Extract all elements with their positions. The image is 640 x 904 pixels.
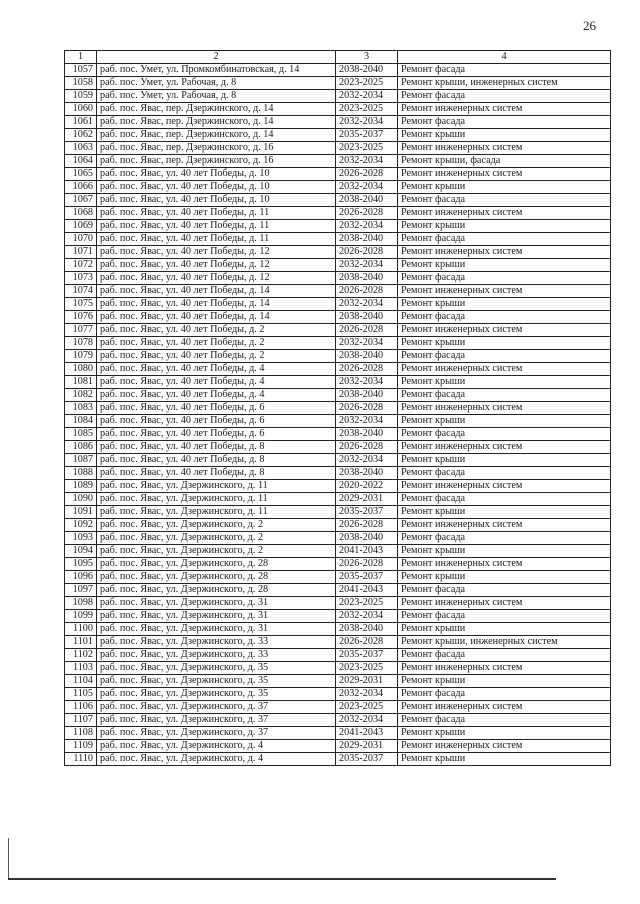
period-cell: 2035-2037 bbox=[336, 571, 398, 584]
table-row bbox=[65, 649, 611, 662]
table-row bbox=[65, 480, 611, 493]
work-type-cell: Ремонт крыши bbox=[398, 129, 611, 142]
row-number-cell: 1098 bbox=[65, 597, 97, 610]
period-cell: 2035-2037 bbox=[336, 753, 398, 766]
table-row bbox=[65, 220, 611, 233]
table-row bbox=[65, 584, 611, 597]
work-type-cell: Ремонт инженерных систем bbox=[398, 324, 611, 337]
period-cell: 2038-2040 bbox=[336, 194, 398, 207]
row-number-cell: 1096 bbox=[65, 571, 97, 584]
row-number-cell: 1080 bbox=[65, 363, 97, 376]
work-type-cell: Ремонт инженерных систем bbox=[398, 207, 611, 220]
address-cell: раб. пос. Явас, ул. 40 лет Победы, д. 11 bbox=[97, 220, 336, 233]
row-number-cell: 1057 bbox=[65, 64, 97, 77]
work-type-cell: Ремонт крыши bbox=[398, 454, 611, 467]
period-cell: 2035-2037 bbox=[336, 129, 398, 142]
period-cell: 2032-2034 bbox=[336, 454, 398, 467]
work-type-cell: Ремонт фасада bbox=[398, 389, 611, 402]
work-type-cell: Ремонт инженерных систем bbox=[398, 519, 611, 532]
row-number-cell: 1103 bbox=[65, 662, 97, 675]
table-row bbox=[65, 389, 611, 402]
work-type-cell: Ремонт инженерных систем bbox=[398, 558, 611, 571]
row-number-cell: 1108 bbox=[65, 727, 97, 740]
row-number-cell: 1101 bbox=[65, 636, 97, 649]
work-type-cell: Ремонт крыши bbox=[398, 571, 611, 584]
table-row bbox=[65, 415, 611, 428]
work-type-cell: Ремонт фасада bbox=[398, 688, 611, 701]
address-cell: раб. пос. Явас, ул. 40 лет Победы, д. 2 bbox=[97, 350, 336, 363]
work-type-cell: Ремонт инженерных систем bbox=[398, 103, 611, 116]
row-number-cell: 1089 bbox=[65, 480, 97, 493]
work-type-cell: Ремонт крыши bbox=[398, 753, 611, 766]
table-row bbox=[65, 558, 611, 571]
period-cell: 2032-2034 bbox=[336, 688, 398, 701]
row-number-cell: 1073 bbox=[65, 272, 97, 285]
table-row bbox=[65, 207, 611, 220]
period-cell: 2026-2028 bbox=[336, 558, 398, 571]
table-row bbox=[65, 441, 611, 454]
work-type-cell: Ремонт инженерных систем bbox=[398, 740, 611, 753]
work-type-cell: Ремонт крыши, инженерных систем bbox=[398, 636, 611, 649]
period-cell: 2029-2031 bbox=[336, 740, 398, 753]
period-cell: 2026-2028 bbox=[336, 285, 398, 298]
table-row bbox=[65, 714, 611, 727]
work-type-cell: Ремонт инженерных систем bbox=[398, 246, 611, 259]
address-cell: раб. пос. Явас, ул. 40 лет Победы, д. 2 bbox=[97, 324, 336, 337]
table-row bbox=[65, 116, 611, 129]
row-number-cell: 1062 bbox=[65, 129, 97, 142]
work-type-cell: Ремонт крыши bbox=[398, 337, 611, 350]
period-cell: 2029-2031 bbox=[336, 675, 398, 688]
work-type-cell: Ремонт крыши bbox=[398, 259, 611, 272]
table-row bbox=[65, 168, 611, 181]
work-type-cell: Ремонт инженерных систем bbox=[398, 285, 611, 298]
address-cell: раб. пос. Явас, ул. Дзержинского, д. 35 bbox=[97, 662, 336, 675]
address-cell: раб. пос. Явас, ул. 40 лет Победы, д. 11 bbox=[97, 233, 336, 246]
period-cell: 2026-2028 bbox=[336, 207, 398, 220]
row-number-cell: 1110 bbox=[65, 753, 97, 766]
work-type-cell: Ремонт крыши, фасада bbox=[398, 155, 611, 168]
table-row bbox=[65, 701, 611, 714]
table-row bbox=[65, 337, 611, 350]
period-cell: 2038-2040 bbox=[336, 64, 398, 77]
address-cell: раб. пос. Явас, ул. Дзержинского, д. 4 bbox=[97, 740, 336, 753]
table-row bbox=[65, 532, 611, 545]
address-cell: раб. пос. Явас, ул. 40 лет Победы, д. 4 bbox=[97, 376, 336, 389]
work-type-cell: Ремонт инженерных систем bbox=[398, 142, 611, 155]
table-row bbox=[65, 753, 611, 766]
address-cell: раб. пос. Умет, ул. Рабочая, д. 8 bbox=[97, 90, 336, 103]
address-cell: раб. пос. Явас, ул. 40 лет Победы, д. 10 bbox=[97, 194, 336, 207]
row-number-cell: 1077 bbox=[65, 324, 97, 337]
period-cell: 2032-2034 bbox=[336, 714, 398, 727]
period-cell: 2032-2034 bbox=[336, 259, 398, 272]
table-row bbox=[65, 194, 611, 207]
period-cell: 2026-2028 bbox=[336, 168, 398, 181]
work-type-cell: Ремонт крыши bbox=[398, 376, 611, 389]
row-number-cell: 1060 bbox=[65, 103, 97, 116]
period-cell: 2041-2043 bbox=[336, 727, 398, 740]
period-cell: 2023-2025 bbox=[336, 103, 398, 116]
work-type-cell: Ремонт фасада bbox=[398, 116, 611, 129]
table-row bbox=[65, 376, 611, 389]
address-cell: раб. пос. Явас, ул. Дзержинского, д. 31 bbox=[97, 597, 336, 610]
address-cell: раб. пос. Явас, ул. 40 лет Победы, д. 6 bbox=[97, 415, 336, 428]
table-row bbox=[65, 155, 611, 168]
address-cell: раб. пос. Явас, ул. 40 лет Победы, д. 12 bbox=[97, 259, 336, 272]
row-number-cell: 1067 bbox=[65, 194, 97, 207]
period-cell: 2032-2034 bbox=[336, 116, 398, 129]
address-cell: раб. пос. Явас, ул. 40 лет Победы, д. 14 bbox=[97, 298, 336, 311]
table-row bbox=[65, 662, 611, 675]
table-row bbox=[65, 77, 611, 90]
work-type-cell: Ремонт крыши bbox=[398, 220, 611, 233]
work-type-cell: Ремонт фасада bbox=[398, 90, 611, 103]
period-cell: 2026-2028 bbox=[336, 402, 398, 415]
column-header-2: 2 bbox=[97, 51, 336, 64]
row-number-cell: 1075 bbox=[65, 298, 97, 311]
work-type-cell: Ремонт крыши bbox=[398, 675, 611, 688]
table-row bbox=[65, 350, 611, 363]
table-row bbox=[65, 545, 611, 558]
address-cell: раб. пос. Явас, ул. Дзержинского, д. 2 bbox=[97, 545, 336, 558]
page-number: 26 bbox=[583, 18, 596, 33]
address-cell: раб. пос. Явас, пер. Дзержинского, д. 14 bbox=[97, 103, 336, 116]
row-number-cell: 1094 bbox=[65, 545, 97, 558]
work-type-cell: Ремонт крыши, инженерных систем bbox=[398, 77, 611, 90]
address-cell: раб. пос. Явас, ул. Дзержинского, д. 37 bbox=[97, 701, 336, 714]
address-cell: раб. пос. Явас, ул. 40 лет Победы, д. 2 bbox=[97, 337, 336, 350]
margin-line bbox=[8, 838, 9, 878]
work-type-cell: Ремонт инженерных систем bbox=[398, 168, 611, 181]
address-cell: раб. пос. Явас, ул. 40 лет Победы, д. 4 bbox=[97, 389, 336, 402]
row-number-cell: 1058 bbox=[65, 77, 97, 90]
period-cell: 2035-2037 bbox=[336, 506, 398, 519]
work-type-cell: Ремонт крыши bbox=[398, 727, 611, 740]
table-row bbox=[65, 272, 611, 285]
work-type-cell: Ремонт инженерных систем bbox=[398, 441, 611, 454]
work-type-cell: Ремонт инженерных систем bbox=[398, 597, 611, 610]
table-row bbox=[65, 103, 611, 116]
table-row bbox=[65, 506, 611, 519]
work-type-cell: Ремонт фасада bbox=[398, 233, 611, 246]
column-header-3: 3 bbox=[336, 51, 398, 64]
work-type-cell: Ремонт инженерных систем bbox=[398, 701, 611, 714]
address-cell: раб. пос. Явас, ул. Дзержинского, д. 2 bbox=[97, 532, 336, 545]
table-row bbox=[65, 688, 611, 701]
period-cell: 2023-2025 bbox=[336, 662, 398, 675]
table-row bbox=[65, 675, 611, 688]
period-cell: 2032-2034 bbox=[336, 610, 398, 623]
row-number-cell: 1085 bbox=[65, 428, 97, 441]
address-cell: раб. пос. Явас, ул. Дзержинского, д. 28 bbox=[97, 558, 336, 571]
work-type-cell: Ремонт крыши bbox=[398, 181, 611, 194]
column-header-4: 4 bbox=[398, 51, 611, 64]
address-cell: раб. пос. Явас, ул. Дзержинского, д. 35 bbox=[97, 688, 336, 701]
period-cell: 2026-2028 bbox=[336, 441, 398, 454]
row-number-cell: 1084 bbox=[65, 415, 97, 428]
work-type-cell: Ремонт фасада bbox=[398, 428, 611, 441]
period-cell: 2026-2028 bbox=[336, 636, 398, 649]
row-number-cell: 1068 bbox=[65, 207, 97, 220]
period-cell: 2020-2022 bbox=[336, 480, 398, 493]
address-cell: раб. пос. Явас, ул. 40 лет Победы, д. 12 bbox=[97, 272, 336, 285]
table-row bbox=[65, 454, 611, 467]
period-cell: 2023-2025 bbox=[336, 701, 398, 714]
row-number-cell: 1078 bbox=[65, 337, 97, 350]
address-cell: раб. пос. Явас, ул. Дзержинского, д. 31 bbox=[97, 610, 336, 623]
address-cell: раб. пос. Явас, ул. Дзержинского, д. 11 bbox=[97, 506, 336, 519]
table-row bbox=[65, 610, 611, 623]
period-cell: 2035-2037 bbox=[336, 649, 398, 662]
work-type-cell: Ремонт крыши bbox=[398, 415, 611, 428]
work-type-cell: Ремонт фасада bbox=[398, 714, 611, 727]
table-row bbox=[65, 246, 611, 259]
row-number-cell: 1107 bbox=[65, 714, 97, 727]
address-cell: раб. пос. Явас, пер. Дзержинского, д. 14 bbox=[97, 129, 336, 142]
address-cell: раб. пос. Явас, ул. Дзержинского, д. 35 bbox=[97, 675, 336, 688]
table-row bbox=[65, 493, 611, 506]
address-cell: раб. пос. Явас, ул. 40 лет Победы, д. 8 bbox=[97, 454, 336, 467]
period-cell: 2032-2034 bbox=[336, 298, 398, 311]
address-cell: раб. пос. Явас, ул. 40 лет Победы, д. 14 bbox=[97, 311, 336, 324]
repair-schedule-table bbox=[64, 50, 611, 766]
work-type-cell: Ремонт крыши bbox=[398, 623, 611, 636]
row-number-cell: 1079 bbox=[65, 350, 97, 363]
table-row bbox=[65, 571, 611, 584]
period-cell: 2038-2040 bbox=[336, 532, 398, 545]
period-cell: 2023-2025 bbox=[336, 77, 398, 90]
work-type-cell: Ремонт фасада bbox=[398, 272, 611, 285]
table-row bbox=[65, 467, 611, 480]
address-cell: раб. пос. Явас, ул. 40 лет Победы, д. 6 bbox=[97, 428, 336, 441]
address-cell: раб. пос. Явас, ул. Дзержинского, д. 11 bbox=[97, 493, 336, 506]
table-row bbox=[65, 519, 611, 532]
table-row bbox=[65, 324, 611, 337]
work-type-cell: Ремонт инженерных систем bbox=[398, 402, 611, 415]
work-type-cell: Ремонт крыши bbox=[398, 506, 611, 519]
address-cell: раб. пос. Явас, ул. Дзержинского, д. 33 bbox=[97, 649, 336, 662]
table-row bbox=[65, 727, 611, 740]
work-type-cell: Ремонт крыши bbox=[398, 298, 611, 311]
period-cell: 2026-2028 bbox=[336, 246, 398, 259]
address-cell: раб. пос. Явас, ул. Дзержинского, д. 37 bbox=[97, 727, 336, 740]
address-cell: раб. пос. Явас, ул. Дзержинского, д. 4 bbox=[97, 753, 336, 766]
row-number-cell: 1091 bbox=[65, 506, 97, 519]
period-cell: 2038-2040 bbox=[336, 467, 398, 480]
period-cell: 2041-2043 bbox=[336, 584, 398, 597]
address-cell: раб. пос. Умет, ул. Промкомбинатовская, д. 14 bbox=[97, 64, 336, 77]
period-cell: 2041-2043 bbox=[336, 545, 398, 558]
address-cell: раб. пос. Явас, ул. 40 лет Победы, д. 12 bbox=[97, 246, 336, 259]
row-number-cell: 1090 bbox=[65, 493, 97, 506]
work-type-cell: Ремонт инженерных систем bbox=[398, 363, 611, 376]
period-cell: 2026-2028 bbox=[336, 519, 398, 532]
address-cell: раб. пос. Явас, ул. Дзержинского, д. 28 bbox=[97, 571, 336, 584]
period-cell: 2038-2040 bbox=[336, 350, 398, 363]
row-number-cell: 1083 bbox=[65, 402, 97, 415]
bottom-rule bbox=[8, 878, 556, 880]
address-cell: раб. пос. Явас, ул. 40 лет Победы, д. 8 bbox=[97, 467, 336, 480]
row-number-cell: 1097 bbox=[65, 584, 97, 597]
period-cell: 2032-2034 bbox=[336, 376, 398, 389]
table-row bbox=[65, 636, 611, 649]
table-row bbox=[65, 363, 611, 376]
table-row bbox=[65, 142, 611, 155]
period-cell: 2032-2034 bbox=[336, 155, 398, 168]
work-type-cell: Ремонт фасада bbox=[398, 532, 611, 545]
period-cell: 2023-2025 bbox=[336, 597, 398, 610]
row-number-cell: 1071 bbox=[65, 246, 97, 259]
row-number-cell: 1082 bbox=[65, 389, 97, 402]
period-cell: 2038-2040 bbox=[336, 311, 398, 324]
table-row bbox=[65, 64, 611, 77]
row-number-cell: 1106 bbox=[65, 701, 97, 714]
row-number-cell: 1072 bbox=[65, 259, 97, 272]
work-type-cell: Ремонт фасада bbox=[398, 350, 611, 363]
row-number-cell: 1069 bbox=[65, 220, 97, 233]
address-cell: раб. пос. Явас, ул. 40 лет Победы, д. 14 bbox=[97, 285, 336, 298]
period-cell: 2032-2034 bbox=[336, 90, 398, 103]
row-number-cell: 1070 bbox=[65, 233, 97, 246]
row-number-cell: 1081 bbox=[65, 376, 97, 389]
address-cell: раб. пос. Явас, ул. Дзержинского, д. 33 bbox=[97, 636, 336, 649]
row-number-cell: 1102 bbox=[65, 649, 97, 662]
row-number-cell: 1105 bbox=[65, 688, 97, 701]
work-type-cell: Ремонт крыши bbox=[398, 545, 611, 558]
address-cell: раб. пос. Умет, ул. Рабочая, д. 8 bbox=[97, 77, 336, 90]
address-cell: раб. пос. Явас, ул. Дзержинского, д. 2 bbox=[97, 519, 336, 532]
period-cell: 2026-2028 bbox=[336, 363, 398, 376]
table-row bbox=[65, 298, 611, 311]
address-cell: раб. пос. Явас, ул. 40 лет Победы, д. 10 bbox=[97, 168, 336, 181]
address-cell: раб. пос. Явас, ул. 40 лет Победы, д. 10 bbox=[97, 181, 336, 194]
row-number-cell: 1093 bbox=[65, 532, 97, 545]
address-cell: раб. пос. Явас, ул. 40 лет Победы, д. 4 bbox=[97, 363, 336, 376]
row-number-cell: 1061 bbox=[65, 116, 97, 129]
table-row bbox=[65, 623, 611, 636]
address-cell: раб. пос. Явас, пер. Дзержинского, д. 14 bbox=[97, 116, 336, 129]
period-cell: 2038-2040 bbox=[336, 233, 398, 246]
period-cell: 2032-2034 bbox=[336, 181, 398, 194]
row-number-cell: 1063 bbox=[65, 142, 97, 155]
table-row bbox=[65, 740, 611, 753]
period-cell: 2038-2040 bbox=[336, 389, 398, 402]
period-cell: 2032-2034 bbox=[336, 337, 398, 350]
row-number-cell: 1059 bbox=[65, 90, 97, 103]
work-type-cell: Ремонт фасада bbox=[398, 649, 611, 662]
row-number-cell: 1100 bbox=[65, 623, 97, 636]
table-row bbox=[65, 311, 611, 324]
row-number-cell: 1099 bbox=[65, 610, 97, 623]
table-body bbox=[65, 64, 611, 766]
row-number-cell: 1066 bbox=[65, 181, 97, 194]
work-type-cell: Ремонт фасада bbox=[398, 584, 611, 597]
table-row bbox=[65, 233, 611, 246]
period-cell: 2038-2040 bbox=[336, 428, 398, 441]
address-cell: раб. пос. Явас, ул. Дзержинского, д. 37 bbox=[97, 714, 336, 727]
row-number-cell: 1074 bbox=[65, 285, 97, 298]
row-number-cell: 1095 bbox=[65, 558, 97, 571]
row-number-cell: 1087 bbox=[65, 454, 97, 467]
row-number-cell: 1065 bbox=[65, 168, 97, 181]
address-cell: раб. пос. Явас, пер. Дзержинского, д. 16 bbox=[97, 155, 336, 168]
work-type-cell: Ремонт инженерных систем bbox=[398, 662, 611, 675]
address-cell: раб. пос. Явас, ул. 40 лет Победы, д. 11 bbox=[97, 207, 336, 220]
period-cell: 2032-2034 bbox=[336, 220, 398, 233]
table-row bbox=[65, 402, 611, 415]
address-cell: раб. пос. Явас, ул. Дзержинского, д. 31 bbox=[97, 623, 336, 636]
address-cell: раб. пос. Явас, ул. 40 лет Победы, д. 8 bbox=[97, 441, 336, 454]
period-cell: 2038-2040 bbox=[336, 272, 398, 285]
column-number-row bbox=[65, 51, 611, 64]
row-number-cell: 1092 bbox=[65, 519, 97, 532]
row-number-cell: 1086 bbox=[65, 441, 97, 454]
table-row bbox=[65, 259, 611, 272]
row-number-cell: 1064 bbox=[65, 155, 97, 168]
work-type-cell: Ремонт фасада bbox=[398, 311, 611, 324]
work-type-cell: Ремонт фасада bbox=[398, 493, 611, 506]
table-row bbox=[65, 181, 611, 194]
table-row bbox=[65, 285, 611, 298]
table-row bbox=[65, 90, 611, 103]
work-type-cell: Ремонт фасада bbox=[398, 610, 611, 623]
table-row bbox=[65, 597, 611, 610]
address-cell: раб. пос. Явас, ул. 40 лет Победы, д. 6 bbox=[97, 402, 336, 415]
address-cell: раб. пос. Явас, ул. Дзержинского, д. 11 bbox=[97, 480, 336, 493]
period-cell: 2023-2025 bbox=[336, 142, 398, 155]
row-number-cell: 1076 bbox=[65, 311, 97, 324]
address-cell: раб. пос. Явас, пер. Дзержинского, д. 16 bbox=[97, 142, 336, 155]
period-cell: 2032-2034 bbox=[336, 415, 398, 428]
column-header-1: 1 bbox=[65, 51, 97, 64]
row-number-cell: 1104 bbox=[65, 675, 97, 688]
row-number-cell: 1088 bbox=[65, 467, 97, 480]
period-cell: 2026-2028 bbox=[336, 324, 398, 337]
address-cell: раб. пос. Явас, ул. Дзержинского, д. 28 bbox=[97, 584, 336, 597]
row-number-cell: 1109 bbox=[65, 740, 97, 753]
period-cell: 2029-2031 bbox=[336, 493, 398, 506]
table-row bbox=[65, 428, 611, 441]
work-type-cell: Ремонт фасада bbox=[398, 194, 611, 207]
period-cell: 2038-2040 bbox=[336, 623, 398, 636]
work-type-cell: Ремонт фасада bbox=[398, 64, 611, 77]
table-row bbox=[65, 129, 611, 142]
work-type-cell: Ремонт инженерных систем bbox=[398, 480, 611, 493]
work-type-cell: Ремонт фасада bbox=[398, 467, 611, 480]
